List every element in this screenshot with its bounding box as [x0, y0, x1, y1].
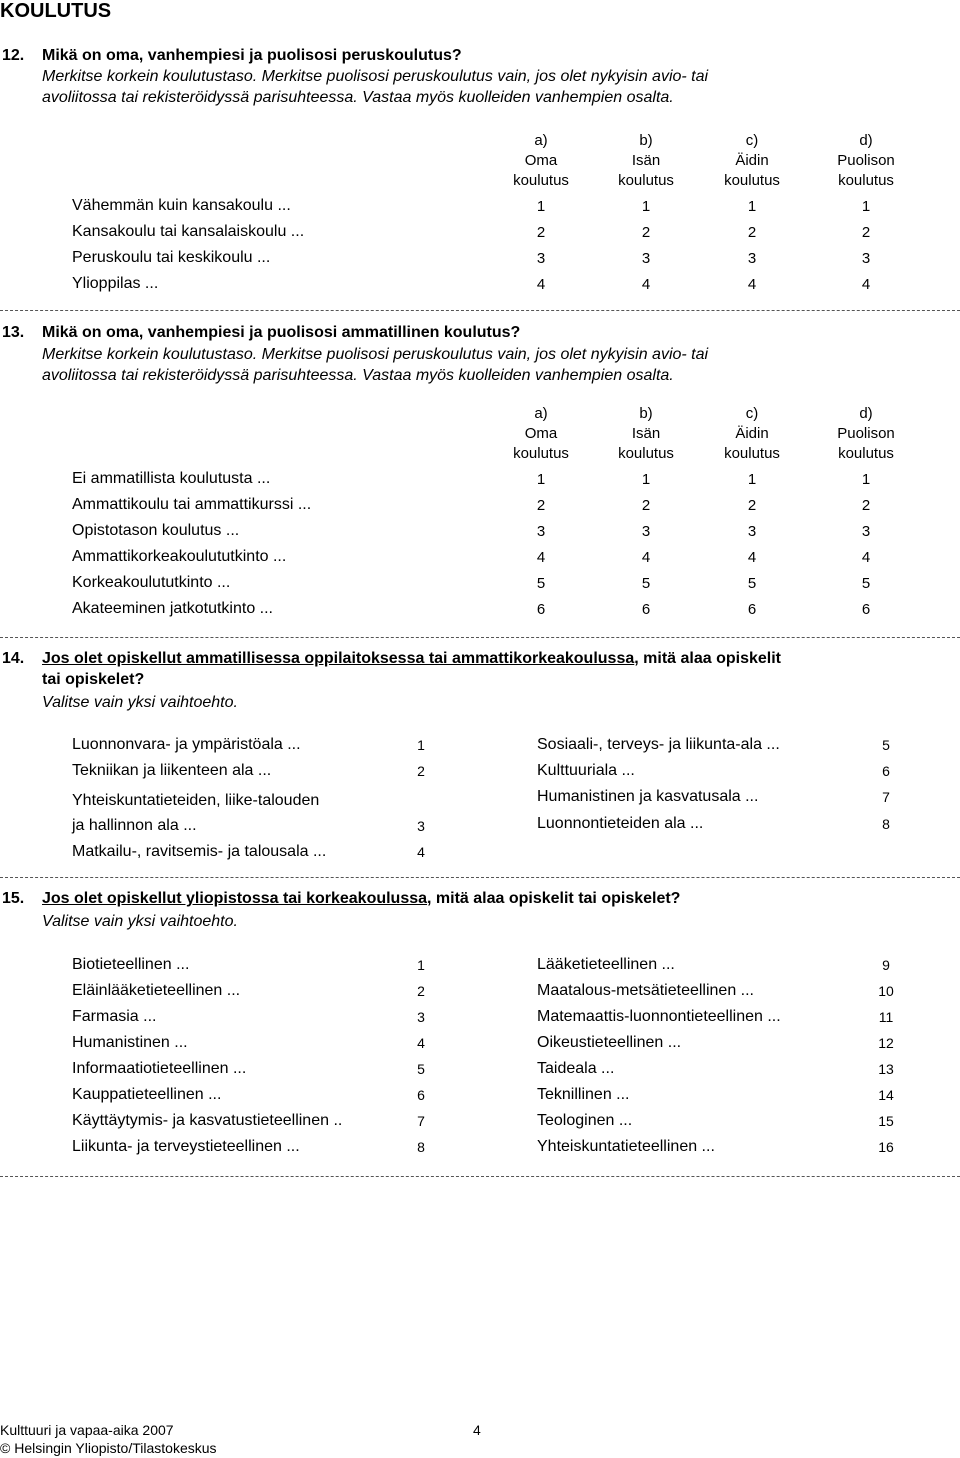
q12-answer-code[interactable]: 3 — [861, 250, 871, 267]
q14-option-label: Kulttuuriala ... — [537, 762, 635, 779]
q13-answer-code[interactable]: 5 — [536, 575, 546, 592]
q12-number: 12. — [2, 47, 25, 64]
q15-option-code[interactable]: 15 — [878, 1113, 894, 1129]
q13-col-c: c) Äidin koulutus — [724, 405, 780, 462]
q14-option-label: Tekniikan ja liikenteen ala ... — [72, 762, 272, 779]
q15-option-code[interactable]: 1 — [417, 957, 425, 973]
q14-number: 14. — [2, 650, 25, 667]
q14-question-rest: , mitä alaa opiskelit — [634, 650, 781, 667]
divider — [0, 877, 960, 878]
q13-col-d: d) Puolison koulutus — [837, 405, 895, 462]
q13-question-text: Mikä on oma, vanhempiesi ja puolisosi ammatillinen koulutus? — [42, 324, 521, 341]
q13-answer-code[interactable]: 4 — [861, 549, 871, 566]
page-title: KOULUTUS — [0, 0, 112, 22]
q15-option-label: Eläinlääketieteellinen ... — [72, 982, 241, 999]
q15-option-label: Liikunta- ja terveystieteellinen ... — [72, 1138, 300, 1155]
q13-answer-code[interactable]: 2 — [641, 497, 651, 514]
q15-option-label: Kauppatieteellinen ... — [72, 1086, 222, 1103]
q14-option-label: ja hallinnon ala ... — [72, 817, 197, 834]
q13-answer-code[interactable]: 6 — [861, 601, 871, 618]
q15-option-code[interactable]: 13 — [878, 1061, 894, 1077]
q14-option-code[interactable]: 6 — [882, 763, 890, 779]
q12-row-label: Ylioppilas ... — [72, 275, 159, 292]
q15-option-label: Yhteiskuntatieteellinen ... — [537, 1138, 715, 1155]
q13-answer-code[interactable]: 5 — [641, 575, 651, 592]
q12-answer-code[interactable]: 4 — [747, 276, 757, 293]
q15-option-label: Maatalous-metsätieteellinen ... — [537, 982, 754, 999]
q13-answer-code[interactable]: 2 — [747, 497, 757, 514]
q13-answer-code[interactable]: 6 — [536, 601, 546, 618]
q12-question-text: Mikä on oma, vanhempiesi ja puolisosi peruskoulutus? — [42, 47, 462, 64]
q14-option-label: Luonnonvara- ja ympäristöala ... — [72, 736, 301, 753]
q15-option-code[interactable]: 8 — [417, 1139, 425, 1155]
q13-answer-code[interactable]: 6 — [747, 601, 757, 618]
q15-option-label: Käyttäytymis- ja kasvatustieteellinen .. — [72, 1112, 343, 1129]
q15-question — [2, 890, 680, 908]
footer-copyright: © Helsingin Yliopisto/Tilastokeskus — [0, 1440, 217, 1456]
q15-option-code[interactable]: 11 — [878, 1009, 894, 1025]
q13-answer-code[interactable]: 4 — [641, 549, 651, 566]
q12-row-label: Kansakoulu tai kansalaiskoulu ... — [72, 223, 305, 240]
q15-option-code[interactable]: 12 — [878, 1035, 894, 1051]
q15-option-label: Informaatiotieteellinen ... — [72, 1060, 247, 1077]
q12-col-a: a) Oma koulutus — [513, 132, 569, 189]
q13-row-label: Opistotason koulutus ... — [72, 522, 240, 539]
q13-answer-code[interactable]: 1 — [641, 471, 651, 488]
q13-answer-code[interactable]: 1 — [536, 471, 546, 488]
q15-instruction: Valitse vain yksi vaihtoehto. — [42, 913, 238, 930]
q15-option-label: Teologinen ... — [537, 1112, 633, 1129]
q14-question-underlined: Jos olet opiskellut ammatillisessa oppilaitoksessa tai ammattikorkeakoulussa — [42, 650, 635, 667]
q15-option-label: Taideala ... — [537, 1060, 615, 1077]
q12-answer-code[interactable]: 2 — [747, 224, 757, 241]
q12-col-c: c) Äidin koulutus — [724, 132, 780, 189]
q15-option-label: Humanistinen ... — [72, 1034, 188, 1051]
q14-option-label: Luonnontieteiden ala ... — [537, 815, 704, 832]
q13-col-a: a) Oma koulutus — [513, 405, 569, 462]
divider — [0, 310, 960, 311]
q14-option-label: Yhteiskuntatieteiden, liike-talouden — [72, 792, 320, 809]
q13-answer-code[interactable]: 3 — [747, 523, 757, 540]
q13-answer-code[interactable]: 1 — [747, 471, 757, 488]
q13-answer-code[interactable]: 6 — [641, 601, 651, 618]
q15-option-label: Biotieteellinen ... — [72, 956, 190, 973]
q15-option-label: Matemaattis-luonnontieteellinen ... — [537, 1008, 781, 1025]
q15-option-code[interactable]: 9 — [882, 957, 890, 973]
q14-option-code[interactable]: 3 — [417, 818, 425, 834]
q13-answer-code[interactable]: 3 — [536, 523, 546, 540]
q12-row-label: Vähemmän kuin kansakoulu ... — [72, 197, 291, 214]
q15-number: 15. — [2, 890, 25, 907]
q14-option-code[interactable]: 5 — [882, 737, 890, 753]
q12-instruction-2: avoliitossa tai rekisteröidyssä parisuhteessa. Vastaa myös kuolleiden vanhempien osalta. — [42, 89, 674, 106]
q13-instruction-1: Merkitse korkein koulutustaso. Merkitse puolisosi peruskoulutus vain, jos olet nykyisin avio- tai — [42, 346, 709, 363]
q12-answer-code[interactable]: 4 — [641, 276, 651, 293]
q12-row-label: Peruskoulu tai keskikoulu ... — [72, 249, 271, 266]
q15-option-label: Farmasia ... — [72, 1008, 157, 1025]
q14-question — [2, 650, 781, 668]
q13-answer-code[interactable]: 4 — [536, 549, 546, 566]
divider — [0, 637, 960, 638]
q12-answer-code[interactable]: 1 — [536, 198, 546, 215]
q12-answer-code[interactable]: 1 — [861, 198, 871, 215]
q13-row-label: Ammattikoulu tai ammattikurssi ... — [72, 496, 312, 513]
q15-option-code[interactable]: 4 — [417, 1035, 425, 1051]
q15-option-label: Teknillinen ... — [537, 1086, 630, 1103]
q15-option-code[interactable]: 16 — [878, 1139, 894, 1155]
q14-option-label: Matkailu-, ravitsemis- ja talousala ... — [72, 843, 327, 860]
q12-instruction-1: Merkitse korkein koulutustaso. Merkitse puolisosi peruskoulutus vain, jos olet nykyisin avio- tai — [42, 68, 709, 85]
q14-option-label: Sosiaali-, terveys- ja liikunta-ala ... — [537, 736, 780, 753]
q13-instruction-2: avoliitossa tai rekisteröidyssä parisuhteessa. Vastaa myös kuolleiden vanhempien osalta. — [42, 367, 674, 384]
q12-answer-code[interactable]: 2 — [861, 224, 871, 241]
q15-option-code[interactable]: 10 — [878, 983, 894, 999]
q12-col-b: b) Isän koulutus — [618, 132, 674, 189]
q14-option-code[interactable]: 7 — [882, 789, 890, 805]
q13-answer-code[interactable]: 3 — [861, 523, 871, 540]
q12-answer-code[interactable]: 4 — [861, 276, 871, 293]
q13-answer-code[interactable]: 5 — [747, 575, 757, 592]
q14-option-label: Humanistinen ja kasvatusala ... — [537, 788, 759, 805]
q13-row-label: Akateeminen jatkotutkinto ... — [72, 600, 273, 617]
q12-answer-code[interactable]: 2 — [536, 224, 546, 241]
q12-question — [2, 47, 462, 65]
q13-answer-code[interactable]: 3 — [641, 523, 651, 540]
q12-answer-code[interactable]: 3 — [536, 250, 546, 267]
q13-answer-code[interactable]: 2 — [536, 497, 546, 514]
q14-option-code[interactable]: 4 — [417, 844, 425, 860]
q13-row-label: Ei ammatillista koulutusta ... — [72, 470, 271, 487]
q12-answer-code[interactable]: 1 — [747, 198, 757, 215]
q15-option-label: Lääketieteellinen ... — [537, 956, 675, 973]
q15-question-rest: , mitä alaa opiskelit tai opiskelet? — [427, 890, 681, 907]
q13-col-b: b) Isän koulutus — [618, 405, 674, 462]
q13-answer-code[interactable]: 2 — [861, 497, 871, 514]
q14-option-code[interactable]: 1 — [417, 737, 425, 753]
q13-answer-code[interactable]: 1 — [861, 471, 871, 488]
q12-col-d: d) Puolison koulutus — [837, 132, 895, 189]
q14-option-code[interactable]: 8 — [882, 816, 890, 832]
q12-answer-code[interactable]: 4 — [536, 276, 546, 293]
q13-row-label: Ammattikorkeakoulututkinto ... — [72, 548, 287, 565]
q15-option-code[interactable]: 7 — [417, 1113, 425, 1129]
footer-page-number: 4 — [473, 1422, 481, 1438]
q15-option-code[interactable]: 2 — [417, 983, 425, 999]
q14-option-code[interactable]: 2 — [417, 763, 425, 779]
q12-answer-code[interactable]: 3 — [641, 250, 651, 267]
q12-answer-code[interactable]: 3 — [747, 250, 757, 267]
q15-option-code[interactable]: 14 — [878, 1087, 894, 1103]
footer-publication: Kulttuuri ja vapaa-aika 2007 — [0, 1422, 174, 1438]
q15-option-code[interactable]: 5 — [417, 1061, 425, 1077]
q13-answer-code[interactable]: 5 — [861, 575, 871, 592]
q13-question — [2, 324, 520, 342]
q12-answer-code[interactable]: 1 — [641, 198, 651, 215]
q15-question-underlined: Jos olet opiskellut yliopistossa tai korkeakoulussa — [42, 890, 428, 907]
q15-option-code[interactable]: 3 — [417, 1009, 425, 1025]
q15-option-code[interactable]: 6 — [417, 1087, 425, 1103]
q13-number: 13. — [2, 324, 25, 341]
q14-question-line2: tai opiskelet? — [42, 671, 145, 688]
q12-answer-code[interactable]: 2 — [641, 224, 651, 241]
q13-row-label: Korkeakoulututkinto ... — [72, 574, 231, 591]
q14-instruction: Valitse vain yksi vaihtoehto. — [42, 694, 238, 711]
divider — [0, 1176, 960, 1177]
q15-option-label: Oikeustieteellinen ... — [537, 1034, 682, 1051]
q13-answer-code[interactable]: 4 — [747, 549, 757, 566]
